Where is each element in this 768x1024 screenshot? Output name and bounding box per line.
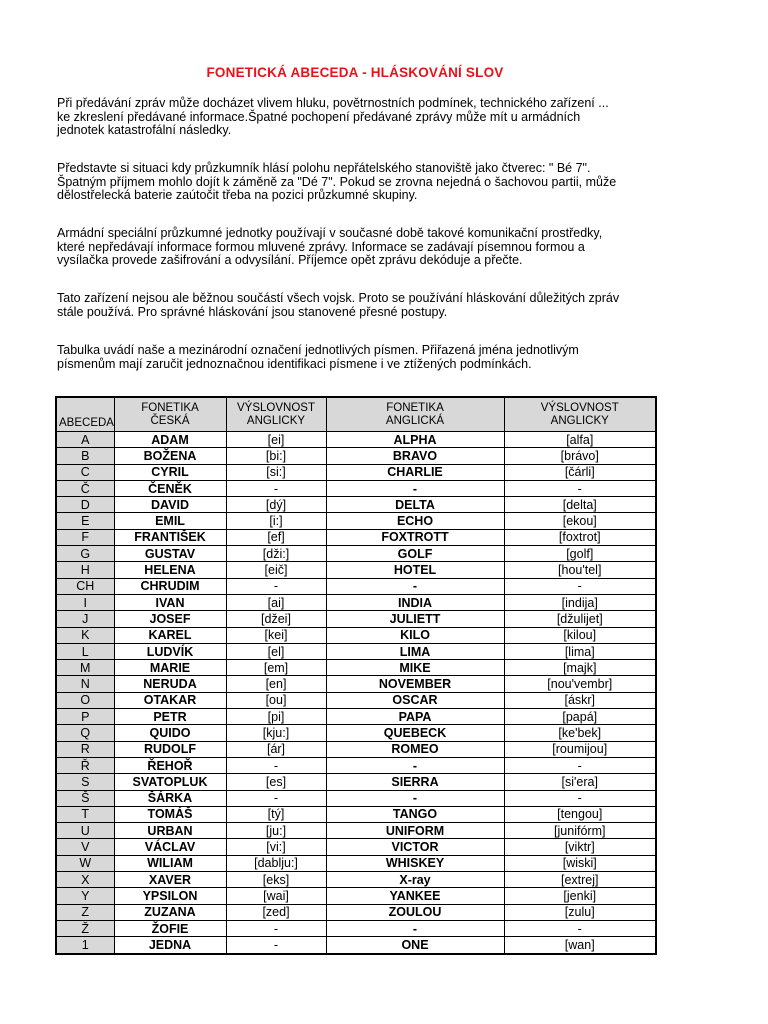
cell-english-phonetic: X-ray xyxy=(326,872,504,888)
cell-letter: E xyxy=(56,513,114,529)
cell-czech-phonetic: EMIL xyxy=(114,513,226,529)
cell-czech-phonetic: RUDOLF xyxy=(114,741,226,757)
cell-english-phonetic: - xyxy=(326,480,504,496)
cell-english-pronunciation: [wan] xyxy=(504,937,656,954)
cell-czech-phonetic: JOSEF xyxy=(114,611,226,627)
cell-czech-pronunciation: - xyxy=(226,480,326,496)
cell-czech-pronunciation: [i:] xyxy=(226,513,326,529)
cell-czech-phonetic: SVATOPLUK xyxy=(114,774,226,790)
cell-czech-pronunciation: - xyxy=(226,790,326,806)
cell-english-pronunciation: [golf] xyxy=(504,546,656,562)
cell-czech-pronunciation: [eič] xyxy=(226,562,326,578)
cell-letter: S xyxy=(56,774,114,790)
cell-czech-pronunciation: [eks] xyxy=(226,872,326,888)
header-english-phonetic: FONETIKA ANGLICKÁ xyxy=(326,397,504,432)
cell-english-pronunciation: [čárli] xyxy=(504,464,656,480)
cell-english-pronunciation: [junifórm] xyxy=(504,823,656,839)
cell-english-phonetic: BRAVO xyxy=(326,448,504,464)
cell-czech-phonetic: FRANTIŠEK xyxy=(114,529,226,545)
cell-english-phonetic: NOVEMBER xyxy=(326,676,504,692)
cell-czech-pronunciation: [en] xyxy=(226,676,326,692)
cell-czech-pronunciation: - xyxy=(226,757,326,773)
cell-czech-pronunciation: [em] xyxy=(226,660,326,676)
table-row xyxy=(56,872,656,888)
cell-english-pronunciation: [foxtrot] xyxy=(504,529,656,545)
cell-letter: C xyxy=(56,464,114,480)
cell-czech-phonetic: YPSILON xyxy=(114,888,226,904)
cell-english-phonetic: HOTEL xyxy=(326,562,504,578)
cell-czech-phonetic: DAVID xyxy=(114,497,226,513)
cell-letter: F xyxy=(56,529,114,545)
table-row xyxy=(56,643,656,659)
cell-english-pronunciation: [tengou] xyxy=(504,806,656,822)
cell-english-phonetic: ZOULOU xyxy=(326,904,504,920)
table-row xyxy=(56,578,656,594)
cell-czech-pronunciation: [ef] xyxy=(226,529,326,545)
cell-czech-pronunciation: [džei] xyxy=(226,611,326,627)
table-row xyxy=(56,692,656,708)
table-body xyxy=(56,432,656,954)
cell-czech-phonetic: ADAM xyxy=(114,432,226,448)
cell-czech-phonetic: ŠÁRKA xyxy=(114,790,226,806)
cell-letter: M xyxy=(56,660,114,676)
cell-english-pronunciation: - xyxy=(504,480,656,496)
table-row xyxy=(56,676,656,692)
header-czech-pronunciation: VÝSLOVNOST ANGLICKY xyxy=(226,397,326,432)
cell-czech-pronunciation: [zed] xyxy=(226,904,326,920)
cell-letter: Č xyxy=(56,480,114,496)
cell-english-pronunciation: [majk] xyxy=(504,660,656,676)
table-row xyxy=(56,888,656,904)
cell-czech-pronunciation: [wai] xyxy=(226,888,326,904)
cell-english-phonetic: LIMA xyxy=(326,643,504,659)
cell-letter: 1 xyxy=(56,937,114,954)
cell-czech-pronunciation: [si:] xyxy=(226,464,326,480)
cell-english-pronunciation: - xyxy=(504,790,656,806)
cell-english-phonetic: - xyxy=(326,790,504,806)
cell-czech-phonetic: PETR xyxy=(114,709,226,725)
cell-czech-phonetic: IVAN xyxy=(114,594,226,610)
table-row xyxy=(56,562,656,578)
cell-english-pronunciation: [kilou] xyxy=(504,627,656,643)
cell-czech-pronunciation: [ju:] xyxy=(226,823,326,839)
cell-english-phonetic: ALPHA xyxy=(326,432,504,448)
cell-english-pronunciation: - xyxy=(504,757,656,773)
cell-czech-phonetic: WILIAM xyxy=(114,855,226,871)
cell-english-phonetic: ROMEO xyxy=(326,741,504,757)
paragraph-example: Představte si situaci kdy průzkumník hlásí polohu nepřátelského stanoviště jako čtverec: " Bé 7". Špatným příjmem mohlo dojít k záměně za "Dé 7". Pokud se zrovna nejedná o šachovou partii, může dělostřelecká baterie zaútočit třeba na pozici průzkumné skupiny. xyxy=(57,161,617,203)
cell-letter: N xyxy=(56,676,114,692)
table-header xyxy=(56,397,656,432)
cell-english-phonetic: KILO xyxy=(326,627,504,643)
cell-letter: D xyxy=(56,497,114,513)
cell-english-phonetic: - xyxy=(326,578,504,594)
cell-czech-phonetic: NERUDA xyxy=(114,676,226,692)
cell-czech-phonetic: CHRUDIM xyxy=(114,578,226,594)
table-row xyxy=(56,806,656,822)
cell-letter: I xyxy=(56,594,114,610)
cell-english-phonetic: QUEBECK xyxy=(326,725,504,741)
table-row xyxy=(56,611,656,627)
cell-czech-phonetic: JEDNA xyxy=(114,937,226,954)
table-row xyxy=(56,464,656,480)
cell-english-phonetic: - xyxy=(326,920,504,936)
table-row xyxy=(56,660,656,676)
cell-letter: G xyxy=(56,546,114,562)
cell-czech-phonetic: VÁCLAV xyxy=(114,839,226,855)
cell-letter: P xyxy=(56,709,114,725)
table-row xyxy=(56,513,656,529)
cell-czech-pronunciation: - xyxy=(226,937,326,954)
header-letter: ABECEDA xyxy=(56,397,114,432)
cell-english-pronunciation: [lima] xyxy=(504,643,656,659)
cell-czech-pronunciation: [ai] xyxy=(226,594,326,610)
cell-czech-phonetic: ŽOFIE xyxy=(114,920,226,936)
cell-czech-pronunciation: [dý] xyxy=(226,497,326,513)
cell-czech-phonetic: MARIE xyxy=(114,660,226,676)
cell-letter: A xyxy=(56,432,114,448)
table-row xyxy=(56,529,656,545)
cell-letter: X xyxy=(56,872,114,888)
cell-english-phonetic: CHARLIE xyxy=(326,464,504,480)
cell-english-phonetic: SIERRA xyxy=(326,774,504,790)
cell-english-phonetic: YANKEE xyxy=(326,888,504,904)
table-row xyxy=(56,920,656,936)
table-row xyxy=(56,432,656,448)
cell-english-phonetic: OSCAR xyxy=(326,692,504,708)
cell-letter: W xyxy=(56,855,114,871)
table-row xyxy=(56,823,656,839)
cell-czech-phonetic: QUIDO xyxy=(114,725,226,741)
cell-czech-pronunciation: [ár] xyxy=(226,741,326,757)
cell-english-phonetic: ECHO xyxy=(326,513,504,529)
cell-czech-pronunciation: [tý] xyxy=(226,806,326,822)
cell-english-pronunciation: [roumijou] xyxy=(504,741,656,757)
cell-czech-phonetic: TOMÁŠ xyxy=(114,806,226,822)
cell-english-pronunciation: [hou'tel] xyxy=(504,562,656,578)
cell-letter: H xyxy=(56,562,114,578)
cell-english-pronunciation: [papá] xyxy=(504,709,656,725)
cell-letter: J xyxy=(56,611,114,627)
cell-czech-phonetic: URBAN xyxy=(114,823,226,839)
cell-czech-pronunciation: - xyxy=(226,920,326,936)
cell-english-pronunciation: - xyxy=(504,578,656,594)
cell-letter: CH xyxy=(56,578,114,594)
cell-czech-phonetic: OTAKAR xyxy=(114,692,226,708)
cell-czech-pronunciation: [ei] xyxy=(226,432,326,448)
cell-english-phonetic: TANGO xyxy=(326,806,504,822)
cell-english-phonetic: FOXTROTT xyxy=(326,529,504,545)
cell-czech-phonetic: HELENA xyxy=(114,562,226,578)
page-title: FONETICKÁ ABECEDA - HLÁSKOVÁNÍ SLOV xyxy=(206,65,504,80)
cell-czech-phonetic: CYRIL xyxy=(114,464,226,480)
table-row xyxy=(56,757,656,773)
table-row xyxy=(56,774,656,790)
cell-english-pronunciation: [áskr] xyxy=(504,692,656,708)
table-row xyxy=(56,790,656,806)
table-row xyxy=(56,725,656,741)
cell-english-pronunciation: [nou'vembr] xyxy=(504,676,656,692)
cell-english-phonetic: MIKE xyxy=(326,660,504,676)
cell-letter: Q xyxy=(56,725,114,741)
cell-english-phonetic: VICTOR xyxy=(326,839,504,855)
cell-english-pronunciation: [džulijet] xyxy=(504,611,656,627)
cell-english-pronunciation: [si'era] xyxy=(504,774,656,790)
paragraph-special-units: Armádní speciální průzkumné jednotky používají v současné době takové komunikační prostředky, které nepředávají informace formou mluvené zprávy. Informace se zadávají písemnou formou a vysílačka provede zašifrování a odvysílání. Příjemce opět zprávu dekóduje a přečte. xyxy=(57,226,603,268)
table-row xyxy=(56,497,656,513)
cell-english-pronunciation: - xyxy=(504,920,656,936)
cell-czech-phonetic: KAREL xyxy=(114,627,226,643)
cell-czech-pronunciation: [kju:] xyxy=(226,725,326,741)
cell-english-pronunciation: [alfa] xyxy=(504,432,656,448)
table-row xyxy=(56,627,656,643)
cell-letter: Z xyxy=(56,904,114,920)
phonetic-alphabet-table xyxy=(55,396,657,955)
cell-letter: L xyxy=(56,643,114,659)
cell-letter: Ř xyxy=(56,757,114,773)
cell-english-pronunciation: [ke'bek] xyxy=(504,725,656,741)
cell-english-pronunciation: [viktr] xyxy=(504,839,656,855)
paragraph-table-intro: Tabulka uvádí naše a mezinárodní označení jednotlivých písmen. Přiřazená jména jednotlivým písmenům mají zaručit jednoznačnou identifikaci písmene i ve ztížených podmínkách. xyxy=(57,343,579,371)
cell-letter: Y xyxy=(56,888,114,904)
cell-english-pronunciation: [wiski] xyxy=(504,855,656,871)
table-row xyxy=(56,855,656,871)
table-row xyxy=(56,709,656,725)
cell-letter: T xyxy=(56,806,114,822)
cell-czech-pronunciation: - xyxy=(226,578,326,594)
cell-czech-phonetic: XAVER xyxy=(114,872,226,888)
cell-czech-phonetic: BOŽENA xyxy=(114,448,226,464)
cell-letter: V xyxy=(56,839,114,855)
cell-czech-phonetic: ZUZANA xyxy=(114,904,226,920)
cell-english-phonetic: - xyxy=(326,757,504,773)
cell-english-phonetic: JULIETT xyxy=(326,611,504,627)
table-row xyxy=(56,937,656,954)
cell-czech-pronunciation: [bi:] xyxy=(226,448,326,464)
cell-english-pronunciation: [brávo] xyxy=(504,448,656,464)
cell-english-phonetic: INDIA xyxy=(326,594,504,610)
table-row xyxy=(56,839,656,855)
cell-czech-phonetic: ČENĚK xyxy=(114,480,226,496)
table-row xyxy=(56,594,656,610)
cell-czech-phonetic: GUSTAV xyxy=(114,546,226,562)
cell-english-phonetic: GOLF xyxy=(326,546,504,562)
cell-english-pronunciation: [delta] xyxy=(504,497,656,513)
cell-czech-pronunciation: [dži:] xyxy=(226,546,326,562)
cell-czech-pronunciation: [dablju:] xyxy=(226,855,326,871)
cell-english-pronunciation: [jenki] xyxy=(504,888,656,904)
table-row xyxy=(56,448,656,464)
cell-letter: Ž xyxy=(56,920,114,936)
cell-letter: R xyxy=(56,741,114,757)
cell-english-pronunciation: [indija] xyxy=(504,594,656,610)
cell-czech-pronunciation: [kei] xyxy=(226,627,326,643)
cell-english-phonetic: WHISKEY xyxy=(326,855,504,871)
table-row xyxy=(56,741,656,757)
paragraph-spelling-usage: Tato zařízení nejsou ale běžnou součástí všech vojsk. Proto se používání hláskování důležitých zpráv stále používá. Pro správné hláskování jsou stanovené přesné postupy. xyxy=(57,291,620,319)
table-row xyxy=(56,904,656,920)
cell-czech-phonetic: ŘEHOŘ xyxy=(114,757,226,773)
cell-letter: B xyxy=(56,448,114,464)
cell-czech-pronunciation: [ou] xyxy=(226,692,326,708)
cell-english-pronunciation: [extrej] xyxy=(504,872,656,888)
cell-english-phonetic: ONE xyxy=(326,937,504,954)
table-header-row xyxy=(56,397,656,432)
table-row xyxy=(56,546,656,562)
header-english-pronunciation: VÝSLOVNOST ANGLICKY xyxy=(504,397,656,432)
cell-english-phonetic: PAPA xyxy=(326,709,504,725)
cell-letter: Š xyxy=(56,790,114,806)
cell-letter: O xyxy=(56,692,114,708)
cell-czech-phonetic: LUDVÍK xyxy=(114,643,226,659)
cell-english-phonetic: DELTA xyxy=(326,497,504,513)
cell-letter: U xyxy=(56,823,114,839)
table-row xyxy=(56,480,656,496)
header-czech-phonetic: FONETIKA ČESKÁ xyxy=(114,397,226,432)
cell-english-phonetic: UNIFORM xyxy=(326,823,504,839)
cell-czech-pronunciation: [pi] xyxy=(226,709,326,725)
cell-czech-pronunciation: [es] xyxy=(226,774,326,790)
cell-english-pronunciation: [ekou] xyxy=(504,513,656,529)
cell-czech-pronunciation: [el] xyxy=(226,643,326,659)
cell-english-pronunciation: [zulu] xyxy=(504,904,656,920)
cell-czech-pronunciation: [vi:] xyxy=(226,839,326,855)
paragraph-intro: Při předávání zpráv může docházet vlivem hluku, povětrnostních podmínek, technického zařízení ... ke zkreslení předávané informace.Špatné pochopení předávané zprávy může mít u armádních jednotek katastrofální následky. xyxy=(57,96,609,138)
cell-letter: K xyxy=(56,627,114,643)
